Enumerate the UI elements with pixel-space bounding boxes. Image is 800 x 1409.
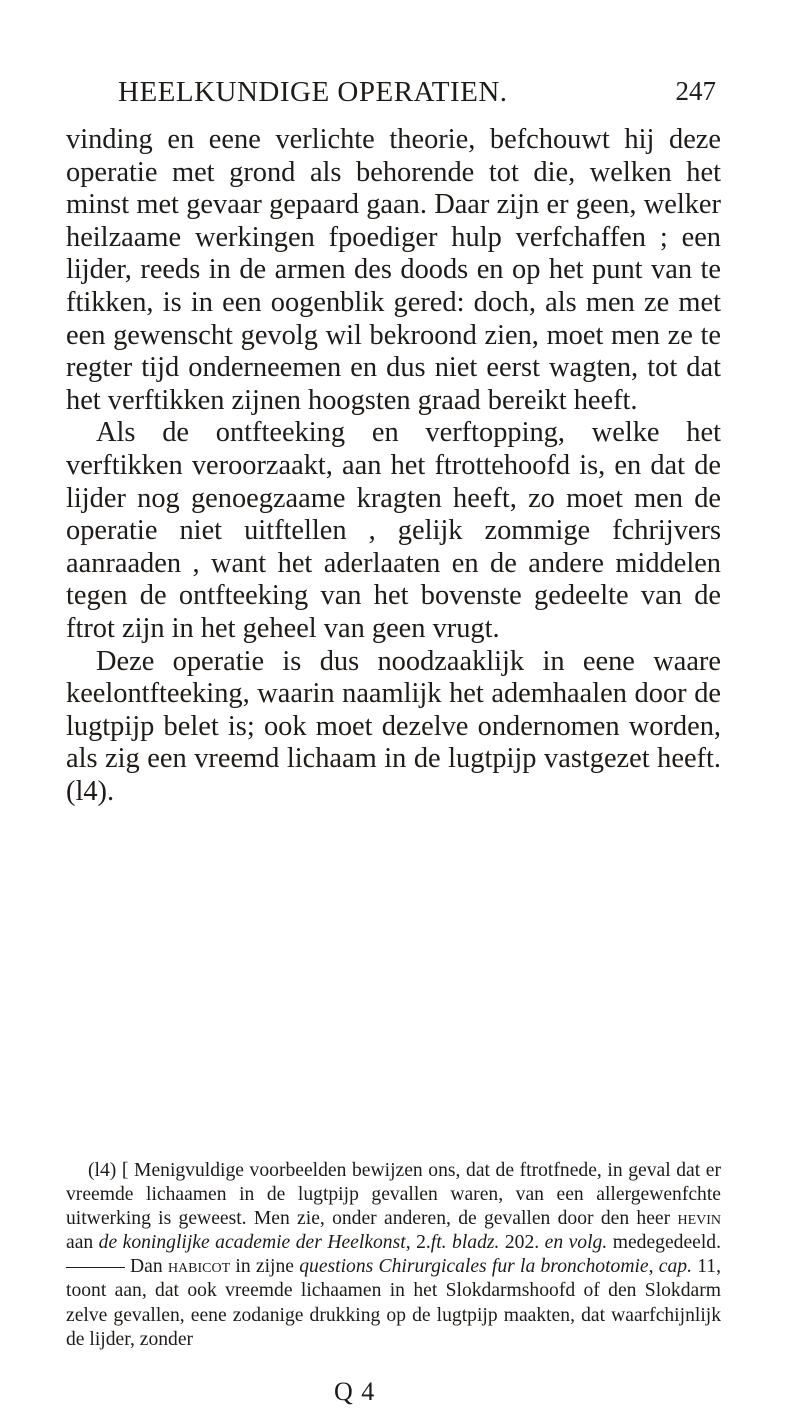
footnote-segment: , — [648, 1256, 659, 1278]
page-header — [118, 76, 716, 116]
page-number: 247 — [675, 76, 716, 106]
body-text — [66, 124, 721, 808]
reference: ft. bladz. — [430, 1232, 500, 1254]
footnote-segment: 202. — [499, 1232, 545, 1254]
footnote-segment: , 2. — [405, 1232, 431, 1254]
work-title: questions Chirurgicales fur la bronchotomie — [299, 1256, 649, 1278]
work-title: de koninglijke academie der Heelkonst — [98, 1232, 406, 1254]
footnote-segment: in zijne — [230, 1256, 300, 1278]
signature-mark: Q 4 — [334, 1377, 376, 1406]
footnote-segment: medegedeeld.——— Dan — [66, 1232, 721, 1278]
footnote — [66, 1159, 721, 1352]
footnote-segment: 11, toont aan, dat ook vreemde lichaamen in het Slokdarmshoofd of den Slokdarm zelve gevallen, eene zodanige drukking op de lugtpijp maakten, dat waarfchijnlijk de lijder, zonder — [66, 1256, 722, 1350]
running-title: HEELKUNDIGE OPERATIEN. — [118, 76, 508, 108]
author-name: hevin — [677, 1208, 721, 1230]
paragraph: Als de ontfteeking en verftopping, welke het verftikken veroorzaakt, aan het ftrottehoofd is, en dat de lijder nog genoegzaame kragten heeft, zo moet men de operatie niet uitftellen , gelijk zommige fchrijvers aanraaden , want het aderlaaten en de andere middelen tegen de ontfteeking van het bovenste gedeelte van de ftrot zijn in het geheel van geen vrugt. — [66, 417, 721, 644]
footnote-segment: aan — [66, 1232, 99, 1254]
paragraph: vinding en eene verlichte theorie, befchouwt hij deze operatie met grond als behorende tot die, welken het minst met gevaar gepaard gaan. Daar zijn er geen, welker heilzaame werkingen fpoediger hulp verfchaffen ; een lijder, reeds in de armen des doods en op het punt van te ftikken, is in een oogenblik gered: doch, als men ze met een gewenscht gevolg wil bekroond zien, moet men ze te regter tijd onderneemen en dus niet eerst wagten, tot dat het verftikken zijnen hoogsten graad bereikt heeft. — [66, 124, 721, 416]
footnote-mark: (l4) — [88, 1160, 117, 1181]
reference: en volg. — [544, 1232, 608, 1254]
footnote-text — [66, 1159, 721, 1352]
paragraph: Deze operatie is dus noodzaaklijk in eene waare keelontfteeking, waarin naamlijk het ademhaalen door de lugtpijp belet is; ook moet dezelve ondernomen worden, als zig een vreemd lichaam in de lugtpijp vastgezet heeft. (l4). — [66, 645, 721, 807]
reference: cap. — [658, 1256, 692, 1278]
author-name: habicot — [167, 1256, 231, 1278]
footnote-segment: [ Menigvuldige voorbeelden bewijzen ons, dat de ftrotfnede, in geval dat er vreemde lichaamen in de lugtpijp gevallen waren, van een allergewenfchte uitwerking is geweest. Men zie, onder anderen, de gevallen door den heer — [66, 1160, 722, 1230]
